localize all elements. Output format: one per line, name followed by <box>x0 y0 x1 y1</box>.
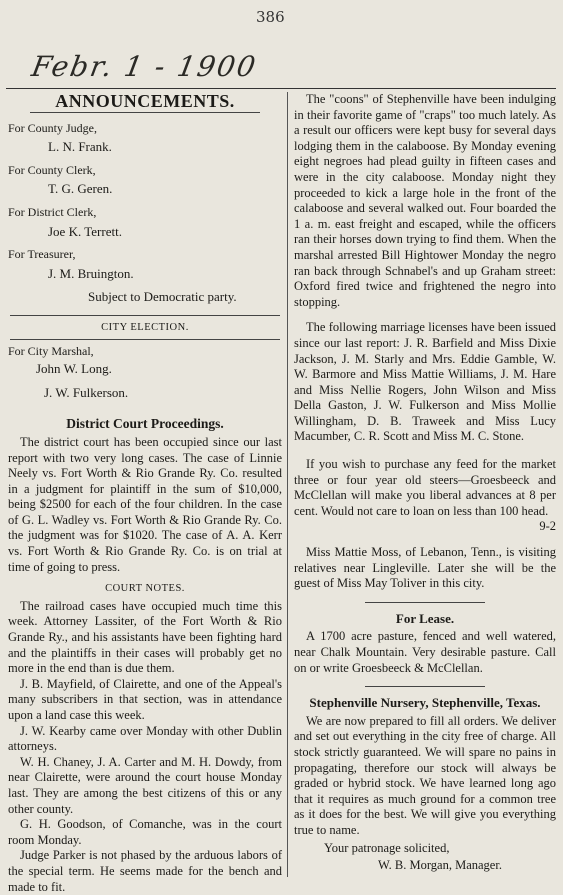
city-election-heading: CITY ELECTION. <box>101 321 189 333</box>
article-paragraph: The following marriage licenses have been issued since our last report: J. R. Barfield and Miss Dixie Jackson, J. M. Starly and Mrs. Eddie Gamble, W. W. Barmore and Miss Mattie Williams, J. M. Hare and Miss Nellie Rogers, John Wilson and Miss Della Gaston, J. W. Fulkerson and Miss Mollie Willingham, D. B. Traweek and Miss Lucy Macumber, C. R. Scott and Miss M. C. Stone. <box>294 320 556 444</box>
right-column <box>294 92 556 874</box>
article-paragraph: The "coons" of Stephenville have been indulging in their favorite game of "craps" too much lately. As a result our officers were kept busy for several days lodging them in the calaboose. By Monday evening eight negroes had plead guilty in fifteen cases and were in the city calaboose. Monday night they proceeded to kick a large hole in the front of the calaboose and several walked out. Four boarded the 1 a. m. east freight and escaped, while the officers ran their horses down trying to find them. When the marshal arrested Bill Hightower Monday the negro ran back through Schnabel's and up Graham street: Oxford fired twice and frightened the negro into stopping. <box>294 92 556 309</box>
article-paragraph: If you wish to purchase any feed for the market three or four year old steers—Groesbeeck and McClellan will make you liberal advances at 8 per cent. Would not care to loan on less than 100 head. <box>294 457 556 518</box>
article-paragraph: G. H. Goodson, of Comanche, was in the court room Monday. <box>8 817 282 847</box>
article-paragraph: We are now prepared to fill all orders. We deliver and set out everything in the city free of charge. All stock strictly guaranteed. We will spare no pains in propagating, therefore our stock will always be graded or hybrid stock. We have learned long ago that it requires as much ground for a common tree as it does for the best. We will give you everything true to name. <box>294 713 556 837</box>
column-divider <box>287 92 288 877</box>
article-paragraph: W. H. Chaney, J. A. Carter and M. H. Dowdy, from near Clairette, were around the court house Monday last. They are among the best citizens of this or any other county. <box>8 754 282 816</box>
title-rule <box>30 112 260 113</box>
office-label: For County Judge, <box>8 120 98 135</box>
section-rule <box>365 602 485 603</box>
section-rule <box>365 686 485 687</box>
article-paragraph: Miss Mattie Moss, of Lebanon, Tenn., is visiting relatives near Lingleville. Later she will be the guest of Miss May Toliver in this city. <box>294 545 556 591</box>
article-paragraph: J. B. Mayfield, of Clairette, and one of the Appeal's many subscribers in that section, was in attendance upon a land case this week. <box>8 676 282 722</box>
announcements-title: ANNOUNCEMENTS. <box>55 91 235 111</box>
nursery-signature: W. B. Morgan, Manager. <box>378 858 502 873</box>
left-column <box>8 92 282 895</box>
ad-reference: 9-2 <box>539 519 556 534</box>
office-label: For Treasurer, <box>8 247 76 262</box>
party-note: Subject to Democratic party. <box>88 289 237 305</box>
office-label: For District Clerk, <box>8 204 97 219</box>
candidate-name: Joe K. Terrett. <box>48 223 122 239</box>
district-court-heading: District Court Proceedings. <box>66 416 224 432</box>
article-paragraph: J. W. Kearby came over Monday with other Dublin attorneys. <box>8 723 282 754</box>
lease-heading: For Lease. <box>395 610 455 626</box>
court-notes-heading: COURT NOTES. <box>105 583 185 595</box>
article-paragraph: A 1700 acre pasture, fenced and well watered, near Chalk Mountain. Very desirable pasture. Call on or write Groesbeeck & McClellan. <box>294 629 556 675</box>
article-paragraph: Judge Parker is not phased by the arduous labors of the special term. He seems made for the bench and made to fit. <box>8 848 282 894</box>
section-rule <box>10 315 280 316</box>
office-label: For City Marshal, <box>8 343 94 358</box>
nursery-heading: Stephenville Nursery, Stephenville, Texas. <box>309 695 541 711</box>
candidate-name: T. G. Geren. <box>48 181 113 197</box>
header-rule <box>6 88 556 89</box>
candidate-name: J. M. Bruington. <box>48 265 134 281</box>
article-paragraph: The district court has been occupied since our last report with two very long cases. The case of Linnie Neely vs. Fort Worth & Rio Grande Ry. Co. resulted in a judgment for plaintiff in the sum of $10,000, being $2500 for each of the four children. In the case of G. L. Wadley vs. Fort Worth & Rio Grande Ry. Co. the judgment was for $1020. The case of A. A. Kerr vs. Fort Worth & Rio Grande Ry. Co. is on trial at time of going to press. <box>8 434 282 574</box>
handwritten-date: Febr. 1 - 1900 <box>29 50 260 83</box>
office-label: For County Clerk, <box>8 162 96 177</box>
nursery-closing: Your patronage solicited, <box>324 840 450 855</box>
page-number: 386 <box>256 8 285 26</box>
candidate-name: L. N. Frank. <box>48 139 112 155</box>
article-paragraph: The railroad cases have occupied much time this week. Attorney Lassiter, of the Fort Worth & Rio Grande Ry., and his assistants have been fighting hard and the plaintiffs in their cases will probably get no more in the end than is due them. <box>8 598 282 676</box>
candidate-name: John W. Long. <box>36 361 112 377</box>
section-rule <box>10 339 280 340</box>
candidate-name: J. W. Fulkerson. <box>44 384 129 400</box>
